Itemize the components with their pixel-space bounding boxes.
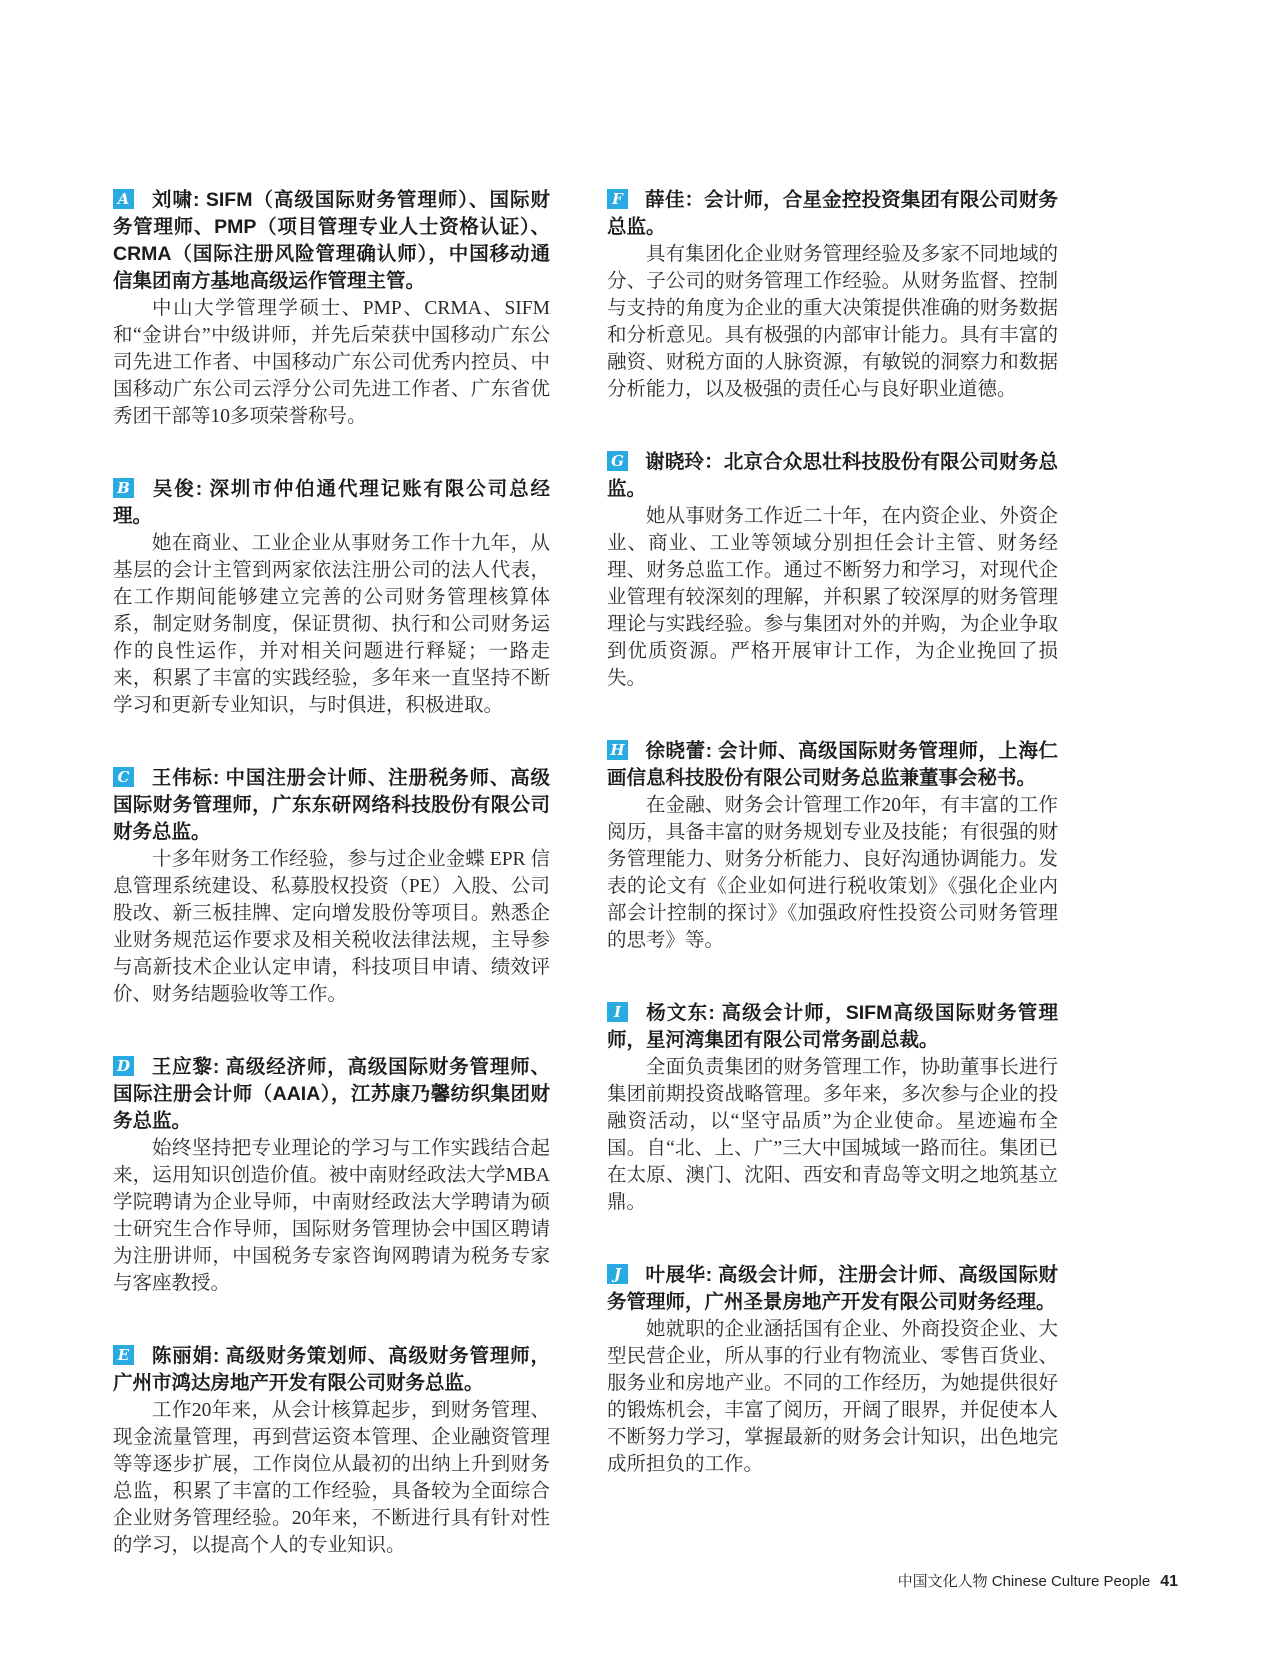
entry-header-text: 叶展华: 高级会计师，注册会计师、高级国际财务管理师，广州圣景房地产开发有限公司财务经理。 [607,1264,1058,1313]
entry-body-text: 她从事财务工作近二十年，在内资企业、外资企业、商业、工业等领域分别担任会计主管、财务经理、财务总监工作。通过不断努力和学习，对现代企业管理有较深刻的理解，并积累了较深厚的财务管理理论与实践经验。参与集团对外的并购，为企业争取到优质资源。严格开展审计工作，为企业挽回了损失。 [607,506,1058,689]
entry-body-text: 工作20年来，从会计核算起步，到财务管理、现金流量管理，再到营运资本管理、企业融资管理等等逐步扩展，工作岗位从最初的出纳上升到财务总监，积累了丰富的工作经验，具备较为全面综合企业财务管理经验。20年来，不断进行具有针对性的学习，以提高个人的专业知识。 [113,1400,550,1556]
profile-entry [607,1000,1058,1216]
entry-header-text: 谢晓玲：北京合众思壮科技股份有限公司财务总监。 [607,451,1058,500]
entry-body-text: 在金融、财务会计管理工作20年，有丰富的工作阅历，具备丰富的财务规划专业及技能；有很强的财务管理能力、财务分析能力、良好沟通协调能力。发表的论文有《企业如何进行税收策划》《强化企业内部会计控制的探讨》《加强政府性投资公司财务管理的思考》等。 [607,795,1058,951]
entry-header-text: 徐晓蕾: 会计师、高级国际财务管理师，上海仁画信息科技股份有限公司财务总监兼董事会秘书。 [607,740,1058,789]
entry-body-text: 她在商业、工业企业从事财务工作十九年，从基层的会计主管到两家依法注册公司的法人代表，在工作期间能够建立完善的公司财务管理核算体系，制定财务制度，保证贯彻、执行和公司财务运作的良性运作，并对相关问题进行释疑；一路走来，积累了丰富的实践经验，多年来一直坚持不断学习和更新专业知识，与时俱进，积极进取。 [113,533,550,716]
profile-entry [113,187,550,430]
page-footer [898,1570,1178,1591]
entry-body-text: 全面负责集团的财务管理工作，协助董事长进行集团前期投资战略管理。多年来，多次参与企业的投融资活动，以“坚守品质”为企业使命。星迹遍布全国。自“北、上、广”三大中国城域一路而往。集团已在太原、澳门、沈阳、西安和青岛等文明之地筑基立鼎。 [607,1057,1058,1213]
entry-letter-badge: J [607,1264,628,1284]
profile-entry [607,738,1058,954]
entry-letter-badge: H [607,740,628,760]
entry-letter-badge: B [113,478,134,498]
entry-header-text: 吴俊: 深圳市仲伯通代理记账有限公司总经理。 [113,478,550,527]
right-column [607,187,1058,1524]
entry-header [113,1343,550,1397]
entry-letter-badge: I [607,1002,628,1022]
entry-letter-badge: F [607,189,628,209]
entry-letter-badge: D [113,1056,134,1076]
entry-header-text: 王伟标: 中国注册会计师、注册税务师、高级国际财务管理师，广东东研网络科技股份有限公司财务总监。 [113,767,550,843]
entry-letter-badge: G [607,451,628,471]
page-number: 41 [1160,1573,1178,1590]
profile-entry [607,449,1058,692]
profile-entry [113,765,550,1008]
left-column [113,187,550,1605]
profile-entry [113,1054,550,1297]
entry-header [607,1000,1058,1054]
entry-header-text: 薛佳：会计师，合星金控投资集团有限公司财务总监。 [607,189,1058,238]
entry-header [607,449,1058,503]
entry-body-text: 她就职的企业涵括国有企业、外商投资企业、大型民营企业，所从事的行业有物流业、零售百货业、服务业和房地产业。不同的工作经历，为她提供很好的锻炼机会，丰富了阅历，开阔了眼界，并促使本人不断努力学习，掌握最新的财务会计知识，出色地完成所担负的工作。 [607,1319,1058,1475]
profile-entry [113,476,550,719]
entry-header [113,476,550,530]
entry-header [607,1262,1058,1316]
entry-header-text: 王应黎: 高级经济师，高级国际财务管理师、国际注册会计师（AAIA），江苏康乃馨纺织集团财务总监。 [113,1056,550,1132]
entry-header-text: 刘啸: SIFM（高级国际财务管理师）、国际财务管理师、PMP（项目管理专业人士资格认证）、CRMA（国际注册风险管理确认师），中国移动通信集团南方基地高级运作管理主管。 [113,189,550,292]
journal-title: 中国文化人物 Chinese Culture People [897,1573,1151,1590]
entry-header-text: 陈丽娟: 高级财务策划师、高级财务管理师，广州市鸿达房地产开发有限公司财务总监。 [113,1345,550,1394]
entry-header-text: 杨文东: 高级会计师，SIFM高级国际财务管理师，星河湾集团有限公司常务副总裁。 [607,1002,1058,1051]
entry-body-text: 始终坚持把专业理论的学习与工作实践结合起来，运用知识创造价值。被中南财经政法大学MBA学院聘请为企业导师，中南财经政法大学聘请为硕士研究生合作导师，国际财务管理协会中国区聘请为注册讲师，中国税务专家咨询网聘请为税务专家与客座教授。 [113,1138,550,1294]
entry-header [113,187,550,295]
profile-entry [607,1262,1058,1478]
profile-entry [607,187,1058,403]
profile-entry [113,1343,550,1559]
entry-header [113,1054,550,1135]
entry-letter-badge: C [113,767,134,787]
entry-header [607,738,1058,792]
entry-body-text: 中山大学管理学硕士、PMP、CRMA、SIFM和“金讲台”中级讲师，并先后荣获中国移动广东公司先进工作者、中国移动广东公司优秀内控员、中国移动广东公司云浮分公司先进工作者、广东省优秀团干部等10多项荣誉称号。 [113,298,550,427]
entry-letter-badge: E [113,1345,134,1365]
entry-body-text: 十多年财务工作经验，参与过企业金蝶 EPR 信息管理系统建设、私募股权投资（PE）入股、公司股改、新三板挂牌、定向增发股份等项目。熟悉企业财务规范运作要求及相关税收法律法规，主导参与高新技术企业认定申请，科技项目申请、绩效评价、财务结题验收等工作。 [113,849,550,1005]
entry-header [607,187,1058,241]
entry-header [113,765,550,846]
entry-body-text: 具有集团化企业财务管理经验及多家不同地域的分、子公司的财务管理工作经验。从财务监督、控制与支持的角度为企业的重大决策提供准确的财务数据和分析意见。具有极强的内部审计能力。具有丰富的融资、财税方面的人脉资源，有敏锐的洞察力和数据分析能力，以及极强的责任心与良好职业道德。 [607,244,1058,400]
entry-letter-badge: A [113,189,134,209]
